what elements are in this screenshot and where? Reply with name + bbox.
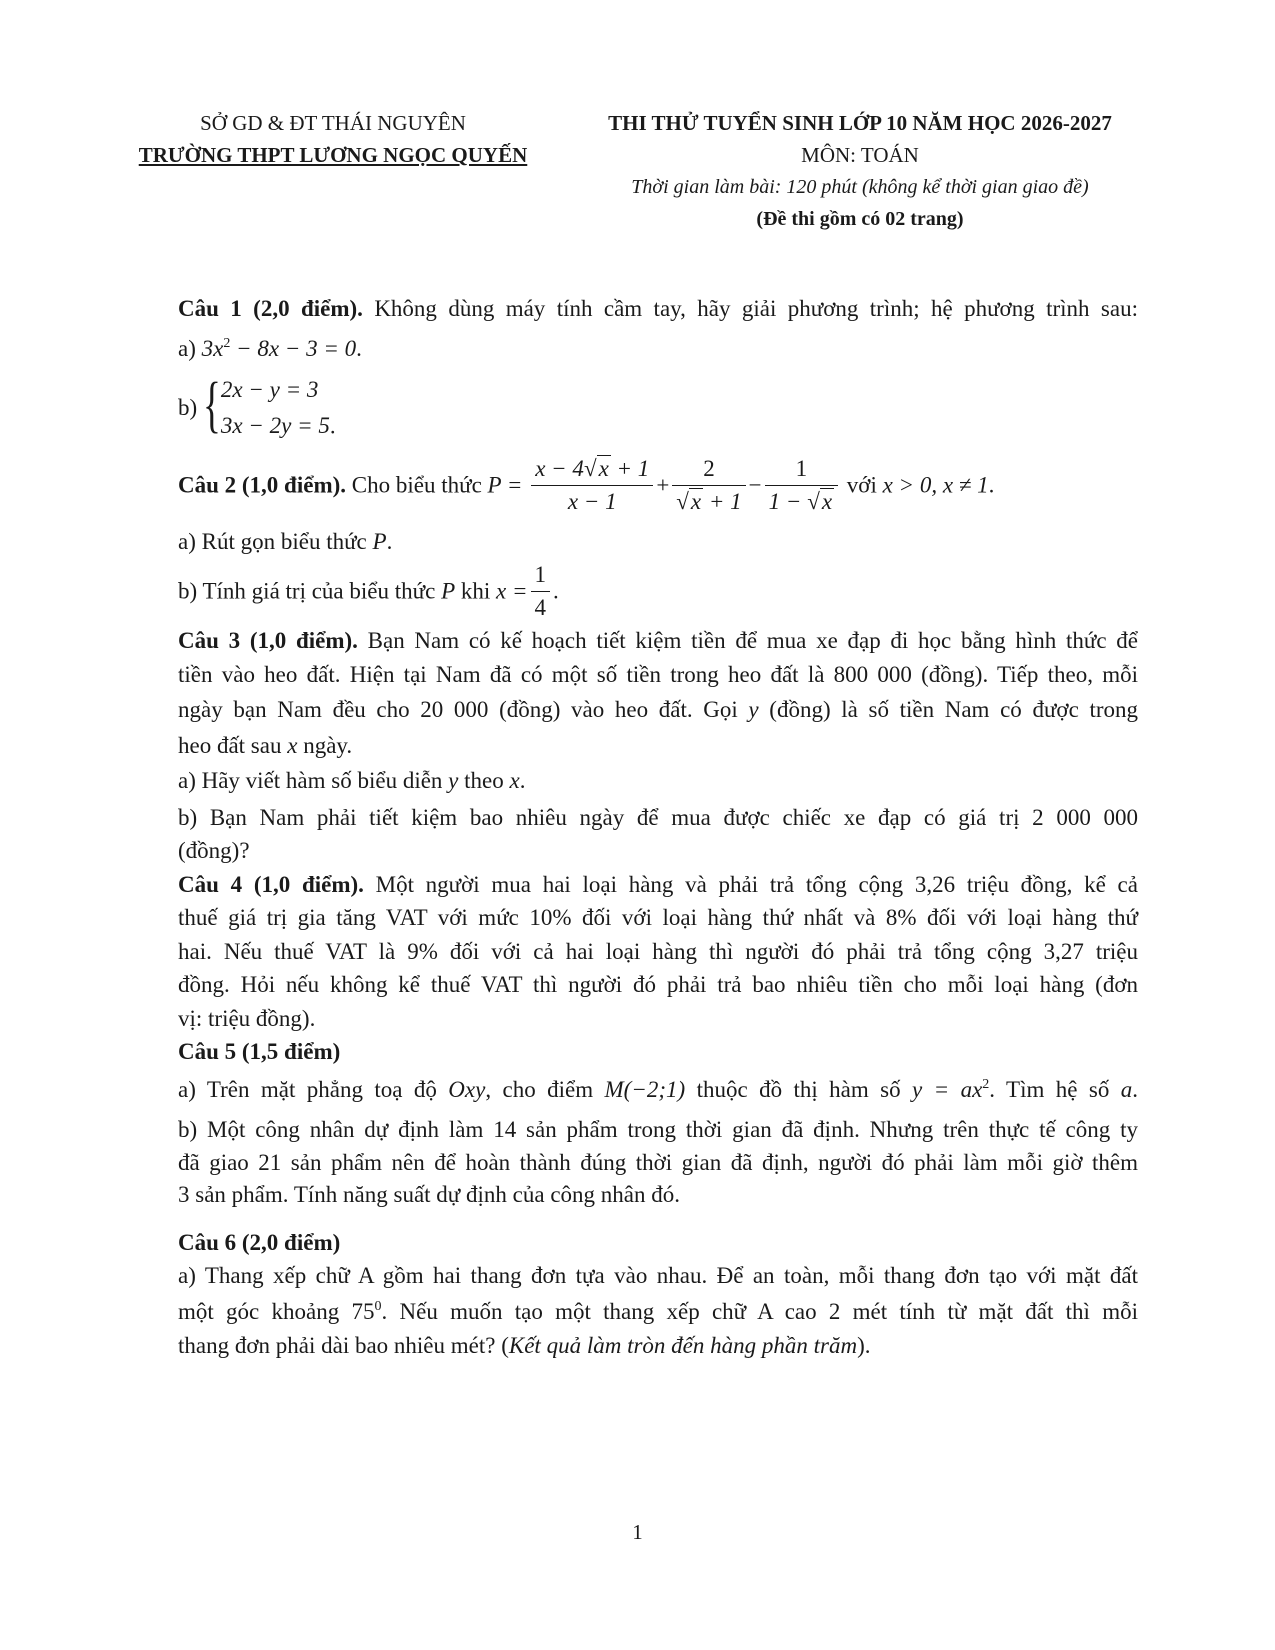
subject: MÔN: TOÁN <box>801 143 919 167</box>
q3-text-3b: (đồng) là số tiền Nam có được trong <box>758 697 1138 722</box>
plus-sign: + <box>656 472 670 498</box>
q5-title-text: Câu 5 (1,5 điểm) <box>178 1039 341 1064</box>
q2-end: . <box>988 472 995 498</box>
q5-b-line-2: đã giao 21 sản phẩm nên để hoàn thành đúng thời gian đã định, người đó phải làm mỗi giờ thêm <box>178 1150 1138 1175</box>
q3-text-1: Bạn Nam có kế hoạch tiết kiệm tiền để mua xe đạp đi học bằng hình thức để <box>357 628 1138 653</box>
q2-b-var: P <box>441 578 456 604</box>
q6-a-line-2 <box>178 1297 1138 1327</box>
q4-line-4: đồng. Hỏi nếu không kể thuế VAT thì người đó phải trả bao nhiêu tiền cho mỗi loại hàng (đơn <box>178 972 1138 997</box>
q4-line-3: hai. Nếu thuế VAT là 9% đối với cả hai loại hàng thì người đó phải trả tổng cộng 3,27 triệu <box>178 939 1138 964</box>
q2-fraction-2 <box>672 456 745 515</box>
q4-line-1 <box>178 870 1138 900</box>
department-name: SỞ GD & ĐT THÁI NGUYÊN <box>200 111 466 135</box>
q2-part-a <box>178 527 1138 557</box>
q6-a-3b: ). <box>857 1333 871 1358</box>
q1-a-eq: 3x <box>201 336 224 361</box>
f1-num-a: x − 4 <box>535 456 584 481</box>
q1-a-label: a) <box>178 336 202 361</box>
q3-a-2: theo <box>458 768 510 793</box>
q3-a-x: x <box>509 768 520 793</box>
q6-a-2a: một góc khoảng 75 <box>178 1299 375 1324</box>
q3-line-2: tiền vào heo đất. Hiện tại Nam đã có một số tiền trong heo đất là 800 000 (đồng). Tiếp theo, mỗi <box>178 662 1138 687</box>
q2-a-end: . <box>386 529 393 554</box>
q2-text: Cho biểu thức <box>346 472 488 498</box>
q3-a-1: a) Hãy viết hàm số biểu diễn <box>178 768 449 793</box>
f3-num: 1 <box>765 456 838 486</box>
q4-line-2: thuế giá trị gia tăng VAT với mức 10% đối với loại hàng thứ nhất và 8% đối với loại hàng thứ <box>178 905 1138 930</box>
f1-rad: x <box>598 456 609 481</box>
q3-line-1 <box>178 626 1138 656</box>
brace-icon: { <box>202 371 221 439</box>
q1-a-eq-rest: − 8x − 3 = 0 <box>230 336 357 361</box>
q4-line-5: vị: triệu đồng). <box>178 1006 316 1031</box>
q1-statement <box>178 294 1138 324</box>
q5-exp: 2 <box>982 1077 990 1092</box>
q2-statement <box>178 456 994 515</box>
q6-title <box>178 1228 1138 1258</box>
q1-b-eq1: 2x − y = 3 <box>220 377 319 402</box>
q2-a-text: a) Rút gọn biểu thức <box>178 529 373 554</box>
q2-b-fraction <box>531 562 551 621</box>
q1-b-system <box>203 372 330 444</box>
q4-text-1: Một người mua hai loại hàng và phải trả tổng cộng 3,26 triệu đồng, kể cả <box>363 872 1138 897</box>
q2-b-when: khi <box>455 578 497 604</box>
exam-title: THI THỬ TUYỂN SINH LỚP 10 NĂM HỌC 2026-2027 <box>608 111 1112 135</box>
q5-var-a: a <box>1120 1077 1133 1102</box>
q3-part-b-line-1: b) Bạn Nam phải tiết kiệm bao nhiêu ngày để mua được chiếc xe đạp có giá trị 2 000 000 <box>178 805 1138 830</box>
q5-a-3: thuộc đồ thị hàm số <box>685 1077 913 1102</box>
q2-b-text: b) Tính giá trị của biểu thức <box>178 578 442 604</box>
q1-a-end: . <box>356 336 362 361</box>
q5-a-1: a) Trên mặt phẳng toạ độ <box>178 1077 449 1102</box>
q1-part-a <box>178 334 1138 364</box>
q6-title-text: Câu 6 (2,0 điểm) <box>178 1230 341 1255</box>
q3-a-end: . <box>519 768 526 793</box>
page-number: 1 <box>632 1520 643 1544</box>
q6-a-line-1: a) Thang xếp chữ A gồm hai thang đơn tựa vào nhau. Để an toàn, mỗi thang đơn tạo với mặt đất <box>178 1263 1138 1288</box>
q2-b-end: . <box>553 578 559 604</box>
minus-sign: − <box>748 472 762 498</box>
q2-a-var: P <box>372 529 387 554</box>
f1-den: x − 1 <box>567 489 617 514</box>
q1-b-label: b) <box>178 395 203 420</box>
q5-part-a <box>178 1075 1138 1105</box>
q2-b-num: 1 <box>531 562 551 592</box>
page-count-note: (Đề thi gồm có 02 trang) <box>756 208 964 230</box>
q5-a-4: . Tìm hệ số <box>989 1077 1121 1102</box>
header-left <box>113 107 553 171</box>
q6-degree: 0 <box>374 1299 382 1314</box>
q3-line-3 <box>178 695 1138 725</box>
q5-a-end: . <box>1132 1077 1138 1102</box>
sqrt-icon: √x <box>583 456 609 481</box>
q6-a-line-3 <box>178 1331 1138 1361</box>
f1-num-b: + 1 <box>610 456 650 481</box>
f2-num: 2 <box>672 456 745 486</box>
school-name: TRƯỜNG THPT LƯƠNG NGỌC QUYẾN <box>138 143 528 167</box>
q2-b-x: x = <box>496 578 528 604</box>
f3-rad: x <box>821 489 833 514</box>
f2-den-b: + 1 <box>703 489 742 514</box>
q5-oxy: Oxy <box>448 1077 486 1102</box>
f2-rad: x <box>690 489 702 514</box>
q2-fraction-3 <box>765 456 838 515</box>
f3-den-a: 1 − <box>768 489 808 514</box>
q2-title: Câu 2 (1,0 điểm). <box>178 472 347 498</box>
q2-with: với <box>841 472 883 498</box>
q2-condition: x > 0, x ≠ 1 <box>882 472 989 498</box>
header-right <box>580 107 1140 235</box>
q6-a-3a: thang đơn phải dài bao nhiêu mét? ( <box>178 1333 509 1358</box>
q2-b-den: 4 <box>534 595 546 620</box>
q2-part-b <box>178 562 559 621</box>
q5-b-line-1: b) Một công nhân dự định làm 14 sản phẩm trong thời gian đã định. Nhưng trên thực tế công ty <box>178 1117 1138 1142</box>
q4-title: Câu 4 (1,0 điểm). <box>178 872 364 897</box>
q3-text-4b: ngày. <box>297 733 353 758</box>
q5-b-line-3: 3 sản phẩm. Tính năng suất dự định của công nhân đó. <box>178 1182 680 1207</box>
q1-b-end: . <box>329 413 336 439</box>
q6-a-2b: . Nếu muốn tạo một thang xếp chữ A cao 2 mét tính từ mặt đất thì mỗi <box>381 1299 1138 1324</box>
q3-title: Câu 3 (1,0 điểm). <box>178 628 358 653</box>
q1-part-b <box>178 372 336 444</box>
sqrt-icon: √x <box>807 489 833 514</box>
q3-text-4a: heo đất sau <box>178 733 288 758</box>
q5-title <box>178 1037 1138 1067</box>
sqrt-icon: √x <box>676 489 702 514</box>
q3-part-b-line-2: (đồng)? <box>178 838 250 863</box>
q1-text: Không dùng máy tính cầm tay, hãy giải phương trình; hệ phương trình sau: <box>362 296 1138 321</box>
q5-function: y = ax <box>912 1077 983 1102</box>
q5-a-2: , cho điểm <box>485 1077 605 1102</box>
q1-a-exp: 2 <box>223 336 231 351</box>
q2-p-eq: P = <box>487 472 523 498</box>
q2-fraction-1 <box>531 456 653 515</box>
q6-a-rounding-note: Kết quả làm tròn đến hàng phần trăm <box>508 1333 858 1358</box>
q3-a-y: y <box>448 768 459 793</box>
q3-line-4 <box>178 731 1138 761</box>
q1-b-eq2: 3x − 2y = 5 <box>220 413 330 438</box>
q3-text-3a: ngày bạn Nam đều cho 20 000 (đồng) vào heo đất. Gọi <box>178 697 749 722</box>
q3-part-a <box>178 766 1138 796</box>
q1-title: Câu 1 (2,0 điểm). <box>178 296 363 321</box>
q3-var-x: x <box>287 733 298 758</box>
time-limit: Thời gian làm bài: 120 phút (không kể thời gian giao đề) <box>631 176 1089 198</box>
q5-point-m: M(−2;1) <box>604 1077 686 1102</box>
q3-var-y: y <box>748 697 759 722</box>
